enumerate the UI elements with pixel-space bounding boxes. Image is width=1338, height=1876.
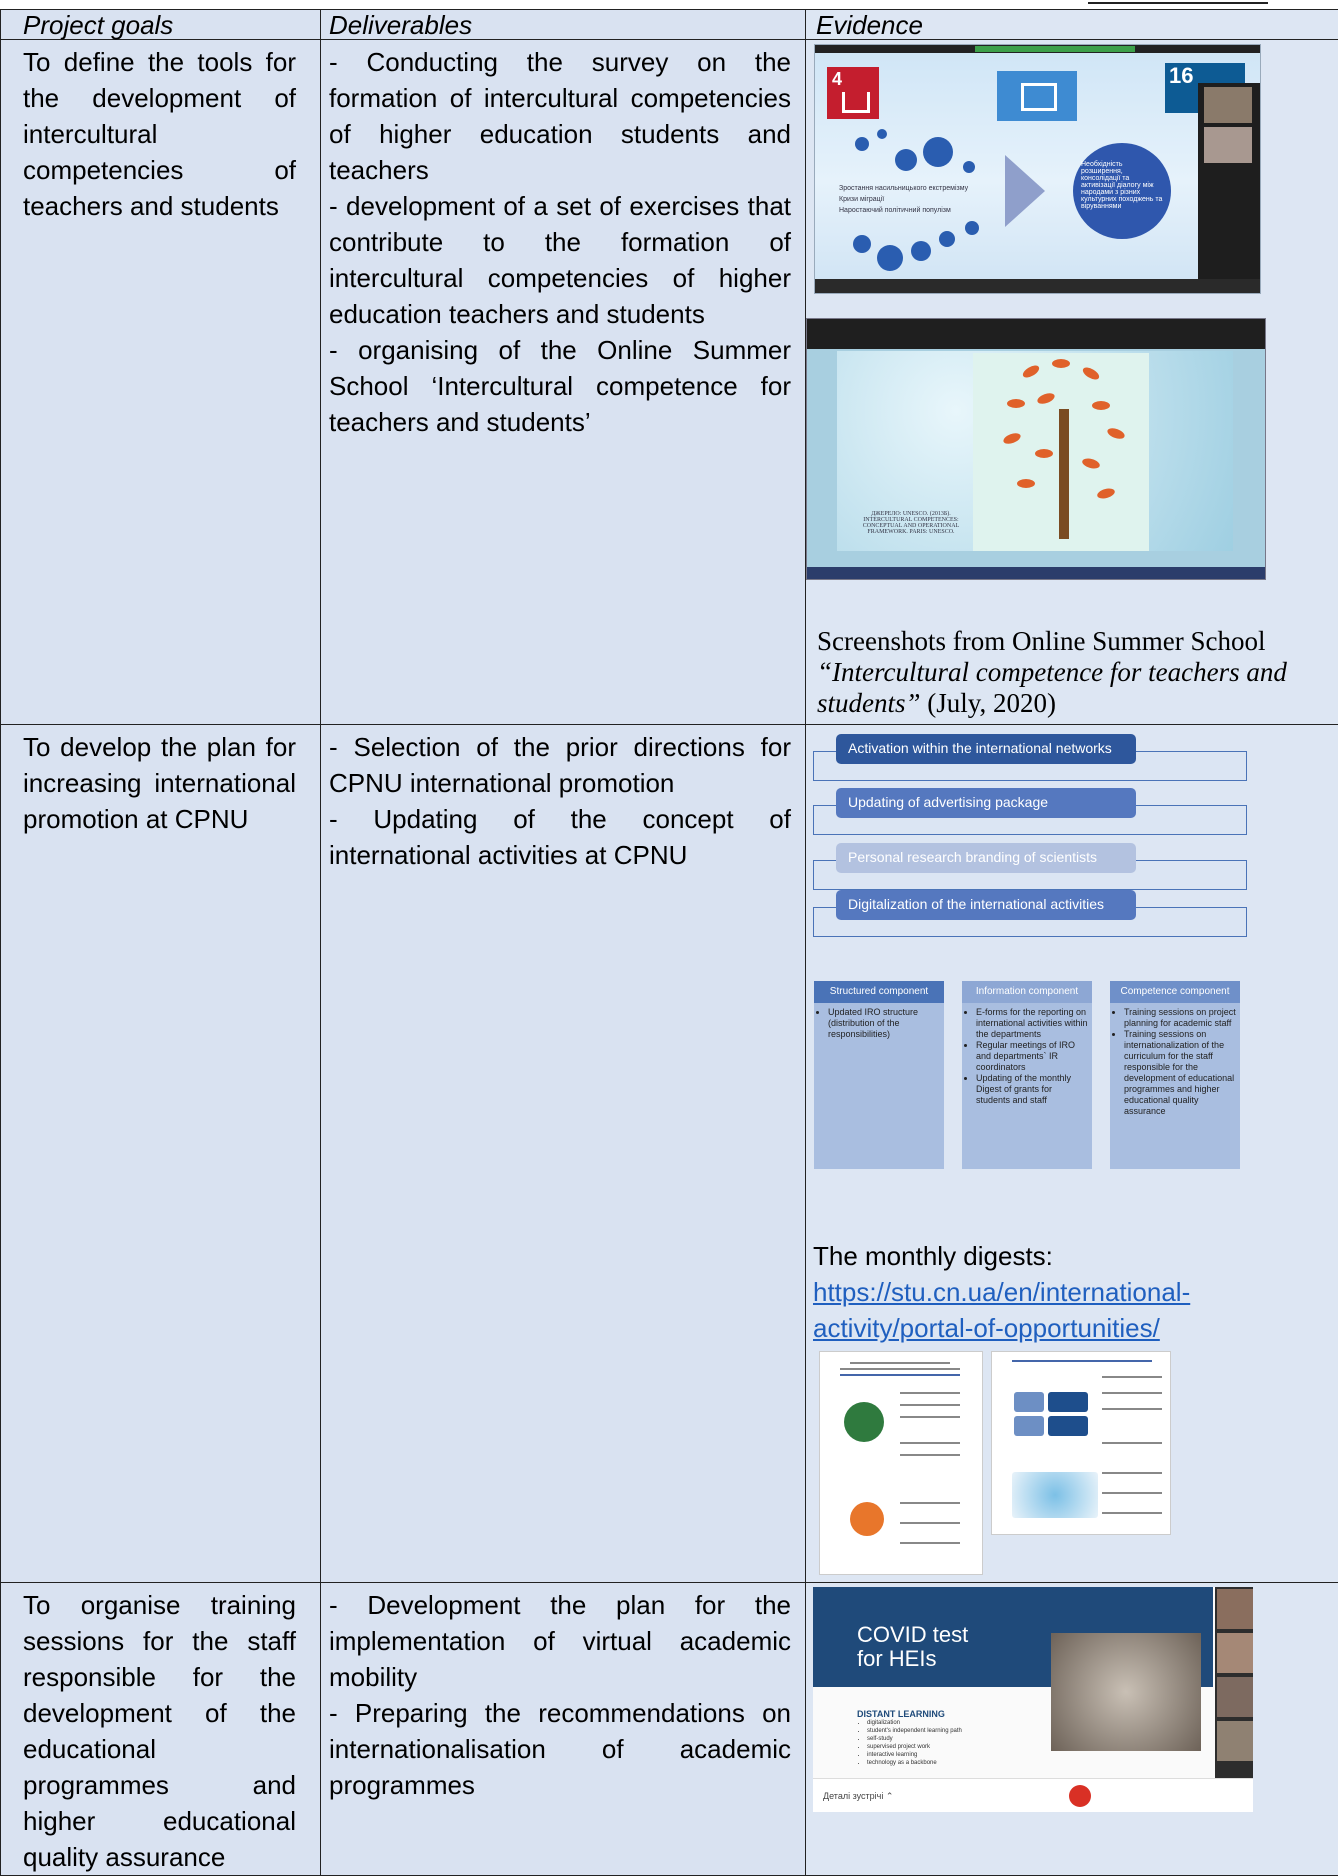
mic-off-icon[interactable] — [1069, 1785, 1091, 1807]
chevron-arrow-icon — [1005, 155, 1045, 227]
table-row: To develop the plan for increasing international promotion at CPNU - Selection of the prior directions for CPNU international promotion - Updating of the concept of international activities at CPNU Activation within the international networks Updating of advertising package Personal research branding of scientists Digitalization of the international activities Structured component • Updated IRO structure (distribution of the responsibilities) Information component • E-forms for the reporting on international activities within the departments • Regular meetings of IRO and departments` IR coordinators • Updating of the monthly Digest of grants for students and staff Competence component • Training sessions on project planning for academic staff • Training sessions on internationalization of the curriculum for the staff responsible for the development of educational programmes and higher educational quality assurance The monthly digests: https://stu.cn.ua/en/international-activity/portal-of-opportunities/ — [1, 725, 1338, 1583]
slide-source-caption: ДЖЕРЕЛО: UNESCO. (2013Б). INTERCULTURAL COMPETENCES: CONCEPTUAL AND OPERATIONAL FRAMEWORK. PARIS: UNESCO. — [851, 511, 971, 535]
header-evidence: Evidence — [806, 10, 1338, 40]
table-header-row — [1, 10, 1338, 40]
header-project-goals: Project goals — [1, 10, 321, 40]
summer-school-screenshot-1 — [814, 44, 1261, 294]
meeting-controls-bar — [815, 279, 1260, 293]
slide-photo — [1051, 1633, 1201, 1751]
deliverable-item: - organising of the Online Summer School ‘Intercultural competence for teachers and students’ — [329, 332, 791, 440]
slide-bullets: • digitalization • student's independent learning path • self-study • supervised project work • interactive learning • technology as a backbone — [857, 1719, 962, 1767]
sdg-16-logo: 16 — [1165, 63, 1245, 113]
card-title: Structured component — [814, 981, 944, 1003]
digest-label: The monthly digests: — [813, 1238, 1053, 1274]
deliverable-item: - Development the plan for the implementation of virtual academic mobility — [329, 1587, 791, 1695]
slide-section-title: DISTANT LEARNING — [857, 1709, 945, 1719]
unesco-logo — [997, 71, 1077, 121]
slide-title: COVID test for HEIs — [857, 1623, 968, 1671]
digest-page-thumbnail — [991, 1351, 1171, 1535]
deliverable-item: - development of a set of exercises that contribute to the formation of intercultural competencies of higher education teachers and students — [329, 188, 791, 332]
deliverable-item: - Selection of the prior directions for CPNU international promotion — [329, 729, 791, 801]
participant-strip — [807, 319, 1265, 349]
page-header-rule — [1088, 0, 1268, 4]
deliverable-item: - Updating of the concept of international activities at CPNU — [329, 801, 791, 873]
table-row — [1, 40, 1338, 725]
video-participants-panel — [1198, 83, 1260, 294]
deliverables-table — [0, 9, 1338, 1876]
table-row — [1, 1583, 1338, 1876]
summer-school-screenshot-2 — [806, 318, 1266, 580]
components-diagram: Structured component • Updated IRO structure (distribution of the responsibilities) Information component • E-forms for the reporting on international activities within the departments • Regular meetings of IRO and departments` IR coordinators • Updating of the monthly Digest of grants for students and staff Competence component • Training sessions on project planning for academic staff • Training sessions on internationalization of the curriculum for the staff responsible for the development of educational programmes and higher educational quality assurance — [814, 981, 1244, 1171]
slide-bubble-text: Необхідність розширення, консолідації та активізації діалогу між народами з різних культурних походжень та віруваннями — [1073, 143, 1171, 239]
deliverable-item: - Preparing the recommendations on internationalisation of academic programmes — [329, 1695, 791, 1803]
card-title: Information component — [962, 981, 1092, 1003]
goal-text: To develop the plan for increasing international promotion at CPNU — [23, 729, 310, 837]
goal-text: To define the tools for the development of intercultural competencies of teachers and students — [23, 44, 310, 224]
taskbar — [807, 567, 1265, 579]
screenshot-bullet-list: Зростання насильницького екстремізму Кризи міграції Наростаючий політичний популізм — [839, 183, 968, 216]
meeting-footer[interactable]: Деталі зустрічі ⌃ — [813, 1778, 1253, 1812]
digest-page-thumbnail — [819, 1351, 983, 1575]
evidence-caption: Screenshots from Online Summer School “Intercultural competence for teachers and students” (July, 2020) — [817, 626, 1327, 719]
digest-link[interactable]: https://stu.cn.ua/en/international-activity/portal-of-opportunities/ — [813, 1274, 1243, 1346]
goal-text: To organise training sessions for the staff responsible for the development of the educational programmes and higher educational quality assurance — [23, 1587, 310, 1875]
deliverable-item: - Conducting the survey on the formation of intercultural competencies of higher education students and teachers — [329, 44, 791, 188]
sdg-4-logo: 4 — [827, 67, 879, 119]
covid-webinar-screenshot — [813, 1587, 1253, 1812]
card-title: Competence component — [1110, 981, 1240, 1003]
header-deliverables: Deliverables — [321, 10, 806, 40]
